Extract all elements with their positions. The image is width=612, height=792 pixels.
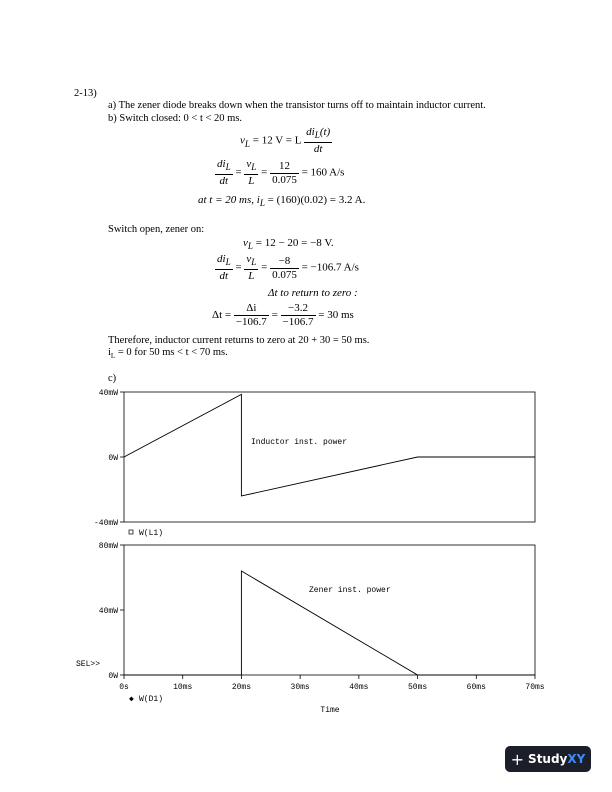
plot1-legend-marker xyxy=(129,530,133,534)
plot2-legend-marker: ◆ xyxy=(129,695,134,704)
plot2-xtick-label: 10ms xyxy=(173,683,193,692)
plot2-ytick-label: 80mW xyxy=(98,542,118,551)
plot2-ytick-label: 0W xyxy=(108,672,118,681)
plot2-sel-label: SEL>> xyxy=(76,660,101,669)
plot2-xtick-label: 40ms xyxy=(349,683,369,692)
switch-open-label: Switch open, zener on: xyxy=(108,224,205,235)
equation-vl-open: $v_L = 12 - 20 = -8$ V. xyxy=(243,237,334,252)
plot1-annotation: Inductor inst. power xyxy=(251,438,348,447)
conclusion-line-1: Therefore, inductor current returns to zero at 20 + 30 = 50 ms. xyxy=(108,335,370,346)
plus-icon: + xyxy=(510,749,525,769)
plot2-x-axis-label: Time xyxy=(320,706,340,715)
inductor-power-plot xyxy=(94,389,535,538)
badge-brand: StudyXY xyxy=(528,752,586,766)
equation-delta-t: Δt = $\frac{\Delta i}{-106.7}$ = $\frac{-3.2}{-106.7}$ = 30 ms xyxy=(212,302,354,328)
equation-peak-current: at t = 20 ms, $i_L = (160)(0.02) = 3.2$ A. xyxy=(198,194,366,209)
equation-dil-dt-open: $\frac{di_L}{dt}$ = $\frac{v_L}{L}$ = $\frac{-8}{0.075}$ = −106.7 A/s xyxy=(217,253,359,283)
plot1-ytick-label: 0W xyxy=(108,454,118,463)
plot2-legend-label: W(D1) xyxy=(139,695,164,704)
equation-dil-dt-closed: $\frac{di_L}{dt}$ = $\frac{v_L}{L}$ = $\frac{12}{0.075}$ = 160 A/s xyxy=(217,158,345,188)
plot1-ytick-label: 40mW xyxy=(98,389,118,398)
plot2-x-axis xyxy=(119,675,545,692)
plot2-xtick-label: 70ms xyxy=(525,683,545,692)
plot2-xtick-label: 30ms xyxy=(290,683,310,692)
part-b-text: b) Switch closed: 0 < t < 20 ms. xyxy=(108,113,243,124)
problem-number: 2-13) xyxy=(74,88,97,99)
plot1-legend-label: W(L1) xyxy=(139,529,164,538)
part-c-label: c) xyxy=(108,373,117,384)
studyxy-badge[interactable] xyxy=(505,746,591,772)
plot2-xtick-label: 0s xyxy=(119,683,129,692)
plot1-ytick-label: -40mW xyxy=(93,519,118,528)
zener-power-plot xyxy=(76,542,545,715)
plot2-frame xyxy=(124,545,535,675)
plot2-xtick-label: 20ms xyxy=(231,683,252,692)
plot2-xtick-label: 50ms xyxy=(407,683,428,692)
plot2-ytick-label: 40mW xyxy=(98,607,118,616)
plot2-annotation: Zener inst. power xyxy=(309,586,391,595)
equation-vl-closed: $v_L = 12$ V = L $\frac{di_L(t)}{dt}$ xyxy=(240,126,331,156)
part-a-text: a) The zener diode breaks down when the transistor turns off to maintain inductor current. xyxy=(108,100,486,111)
conclusion-line-2: $i_L = 0$ for 50 ms < t < 70 ms. xyxy=(108,347,228,361)
equation-delta-t-label: Δt to return to zero : xyxy=(268,287,358,299)
plot2-xtick-label: 60ms xyxy=(466,683,486,692)
